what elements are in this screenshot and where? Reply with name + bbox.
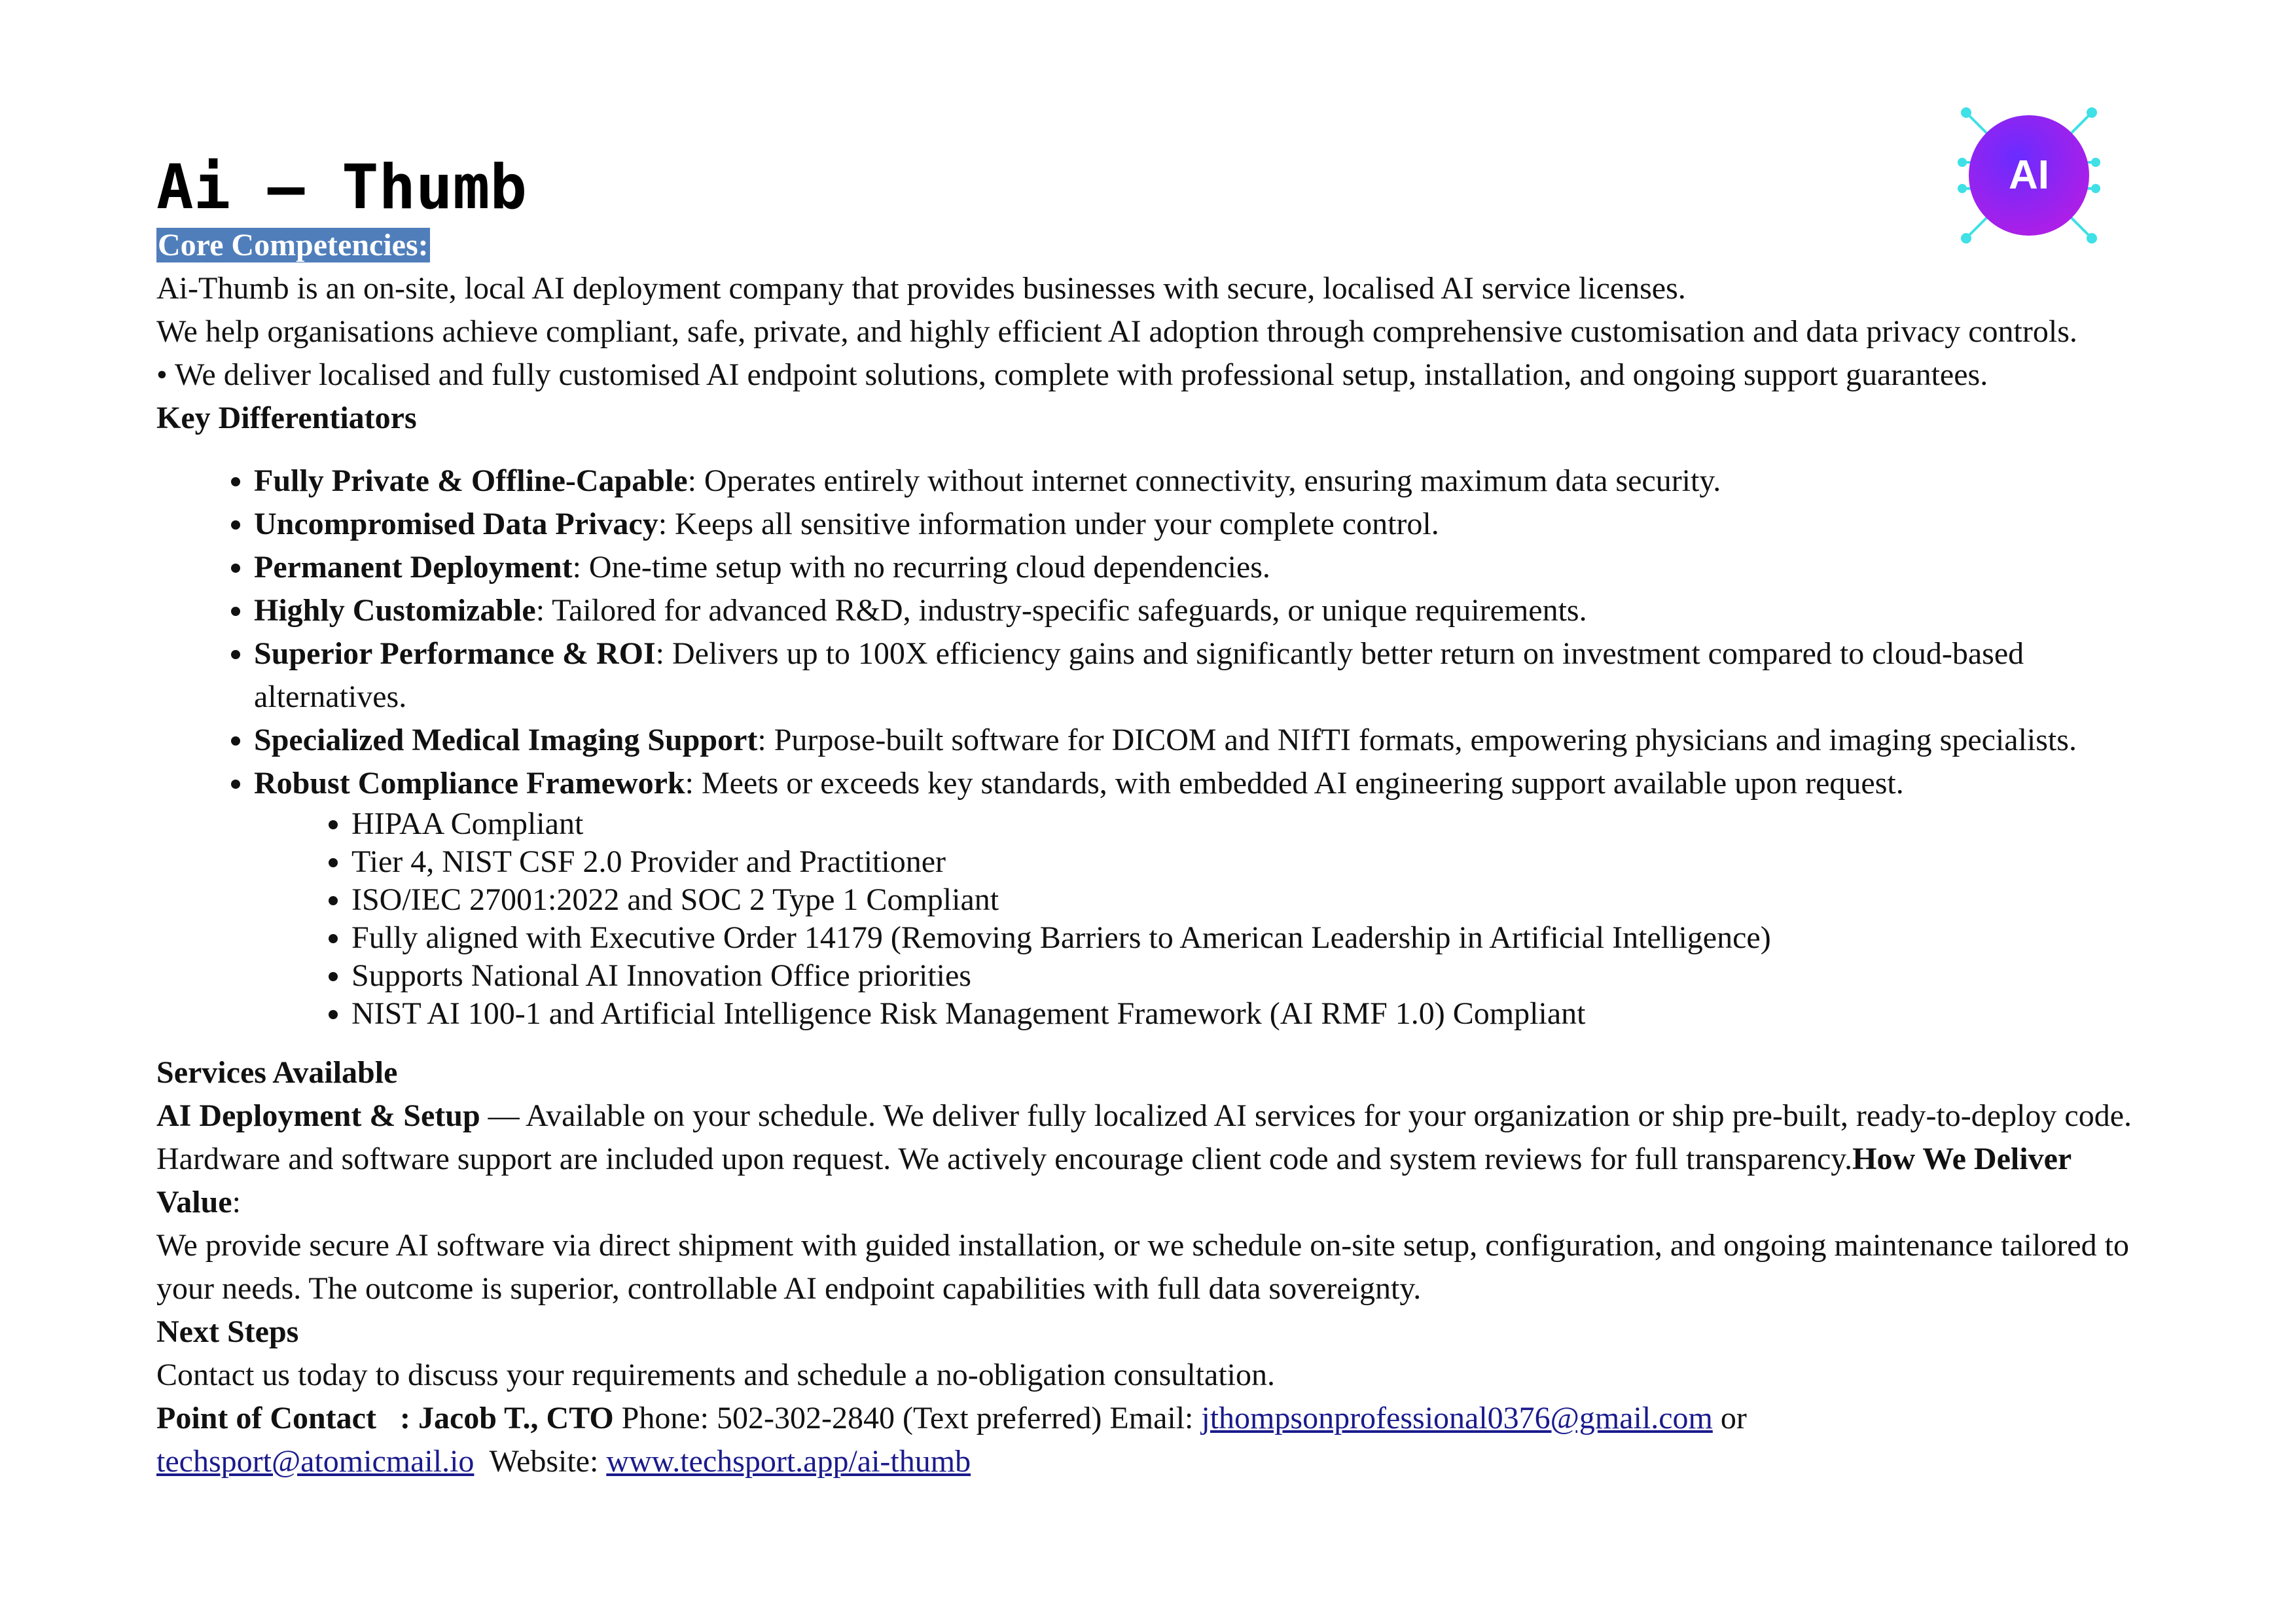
next-steps-heading: Next Steps xyxy=(156,1314,299,1349)
page-title: Ai – Thumb xyxy=(156,152,527,223)
compliance-item: • HIPAA Compliant xyxy=(351,805,2159,843)
email-link-primary[interactable]: jthompsonprofessional0376@gmail.com xyxy=(1201,1401,1713,1435)
value-label: How We Deliver Value xyxy=(156,1142,2072,1219)
item-label: Superior Performance & ROI xyxy=(254,636,656,671)
intro-paragraph-1: Ai-Thumb is an on-site, local AI deployment company that provides businesses with secure, localised AI service licenses. xyxy=(156,271,1686,306)
services-heading: Services Available xyxy=(156,1055,398,1090)
item-label: Highly Customizable xyxy=(254,593,536,628)
list-item xyxy=(254,762,2159,1033)
item-text: : Delivers up to 100X efficiency gains and significantly better return on investment compared to cloud-based alternatives. xyxy=(254,636,2024,714)
website-label: Website: xyxy=(474,1444,607,1479)
next-steps-text: Contact us today to discuss your requirements and schedule a no-obligation consultation. xyxy=(156,1358,1275,1392)
contact-or: or xyxy=(1712,1401,1747,1435)
compliance-item: • ISO/IEC 27001:2022 and SOC 2 Type 1 Compliant xyxy=(351,881,2159,919)
deploy-text: — Available on your schedule. We deliver fully localized AI services for your organization or ship pre-built, ready-to-deploy code. Hardware and software support are included upon request. We actively encourage client code and system reviews for full transparency. xyxy=(156,1098,2132,1176)
deploy-label: AI Deployment & Setup xyxy=(156,1098,480,1133)
item-text: : Purpose-built software for DICOM and NIfTI formats, empowering physicians and imaging specialists. xyxy=(757,723,2077,757)
item-text: : Keeps all sensitive information under your complete control. xyxy=(658,507,1439,541)
list-item xyxy=(254,589,2159,632)
compliance-item: • Supports National AI Innovation Office priorities xyxy=(351,957,2159,995)
ai-circuit-logo-icon xyxy=(1953,99,2105,251)
item-text: : One-time setup with no recurring cloud dependencies. xyxy=(572,550,1270,585)
email-link-secondary[interactable]: techsport@atomicmail.io xyxy=(156,1444,475,1479)
item-text: : Tailored for advanced R&D, industry-specific safeguards, or unique requirements. xyxy=(535,593,1587,628)
compliance-item: • NIST AI 100-1 and Artificial Intelligence Risk Management Framework (AI RMF 1.0) Compliant xyxy=(351,995,2159,1033)
core-competencies-heading: Core Competencies: xyxy=(158,228,429,262)
item-text: : Meets or exceeds key standards, with embedded AI engineering support available upon request. xyxy=(685,766,1904,801)
intro-paragraph-2: We help organisations achieve compliant, safe, private, and highly efficient AI adoption through comprehensive customisation and data privacy controls. xyxy=(156,314,2077,349)
key-differentiators-heading: Key Differentiators xyxy=(156,401,417,435)
list-item xyxy=(254,460,2159,503)
item-label: Robust Compliance Framework xyxy=(254,766,685,801)
document-body xyxy=(156,224,2159,1483)
compliance-item: • Tier 4, NIST CSF 2.0 Provider and Practitioner xyxy=(351,843,2159,881)
list-item xyxy=(254,719,2159,762)
item-text: : Operates entirely without internet connectivity, ensuring maximum data security. xyxy=(687,463,1721,498)
contact-phone: Phone: 502-302-2840 (Text preferred) Email: xyxy=(613,1401,1202,1435)
list-item xyxy=(254,632,2159,719)
services-paragraph xyxy=(156,1094,2159,1224)
contact-label: Point of Contact : Jacob T., CTO xyxy=(156,1401,614,1435)
list-item xyxy=(254,503,2159,546)
logo-text: AI xyxy=(2009,153,2049,198)
website-link[interactable]: www.techsport.app/ai-thumb xyxy=(606,1444,971,1479)
item-label: Uncompromised Data Privacy xyxy=(254,507,658,541)
value-paragraph: We provide secure AI software via direct shipment with guided installation, or we schedule on-site setup, configuration, and ongoing maintenance tailored to your needs. The outcome is superior, controllable AI endpoint capabilities with full data sovereignty. xyxy=(156,1228,2129,1306)
spacer xyxy=(156,1033,2159,1051)
core-competencies-line xyxy=(156,224,2159,267)
list-item xyxy=(254,546,2159,589)
differentiators-list xyxy=(156,460,2159,1033)
value-colon: : xyxy=(232,1185,241,1219)
item-label: Fully Private & Offline-Capable xyxy=(254,463,688,498)
compliance-item: • Fully aligned with Executive Order 14179 (Removing Barriers to American Leadership in Artificial Intelligence) xyxy=(351,919,2159,957)
compliance-list xyxy=(254,805,2159,1033)
item-label: Permanent Deployment xyxy=(254,550,573,585)
item-label: Specialized Medical Imaging Support xyxy=(254,723,758,757)
contact-paragraph xyxy=(156,1397,2159,1483)
intro-paragraph-3: • We deliver localised and fully customised AI endpoint solutions, complete with professional setup, installation, and ongoing support guarantees. xyxy=(156,357,1988,392)
